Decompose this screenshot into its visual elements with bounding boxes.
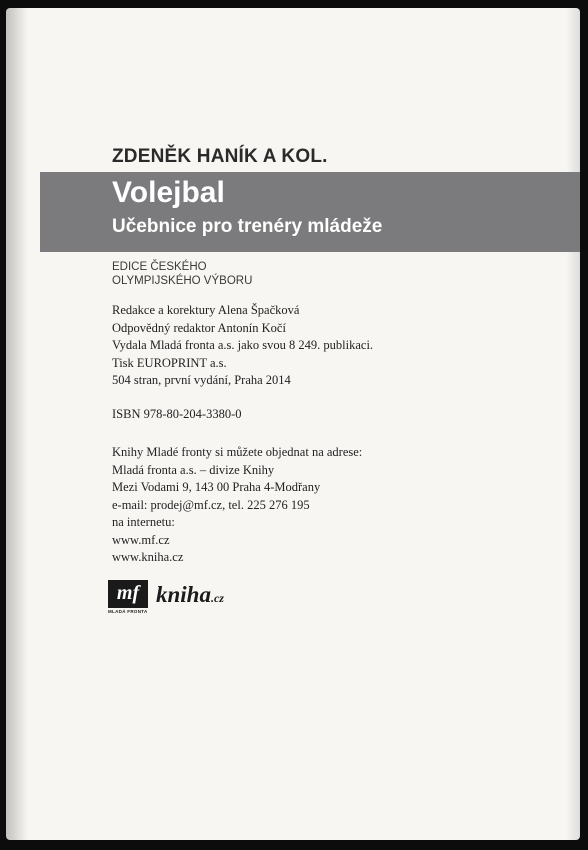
order-line: e-mail: prodej@mf.cz, tel. 225 276 195 <box>112 497 310 512</box>
credits-line: Redakce a korektury Alena Špačková <box>112 303 300 317</box>
order-line: Mezi Vodami 9, 143 00 Praha 4-Modřany <box>112 480 321 494</box>
credits-block <box>112 302 373 390</box>
edge-shadow <box>566 8 580 840</box>
order-link: www.kniha.cz <box>112 550 184 564</box>
isbn: ISBN 978-80-204-3380-0 <box>112 407 242 421</box>
credits-line: 504 stran, první vydání, Praha 2014 <box>112 373 291 387</box>
spine-shadow <box>6 8 28 840</box>
order-info-block <box>112 444 362 567</box>
order-line: na internetu: <box>112 515 175 529</box>
book-title: Volejbal <box>112 176 225 209</box>
kniha-logo <box>156 582 224 608</box>
edition-line: EDICE ČESKÉHO <box>112 261 207 273</box>
kniha-logo-tld: .cz <box>210 591 224 605</box>
order-link: www.mf.cz <box>112 532 170 547</box>
edition-label <box>112 260 252 288</box>
mf-logo <box>108 580 148 608</box>
book-page <box>6 8 580 840</box>
order-line: Mladá fronta a.s. – divize Knihy <box>112 462 275 477</box>
title-band <box>40 172 580 252</box>
mf-logo-mark: mf <box>116 582 140 604</box>
edition-line: OLYMPIJSKÉHO VÝBORU <box>112 275 253 287</box>
mf-logo-caption: MLADÁ FRONTA <box>108 609 148 614</box>
credits-line: Tisk EUROPRINT a.s. <box>112 355 227 370</box>
order-line: Knihy Mladé fronty si můžete objednat na adrese: <box>112 445 363 459</box>
author-name: ZDENĚK HANÍK A KOL. <box>112 146 328 167</box>
kniha-logo-word: kniha <box>156 582 211 607</box>
book-subtitle: Učebnice pro trenéry mládeže <box>112 216 383 237</box>
credits-line: Vydala Mladá fronta a.s. jako svou 8 249. publikaci. <box>112 338 374 352</box>
credits-line: Odpovědný redaktor Antonín Kočí <box>112 320 286 335</box>
